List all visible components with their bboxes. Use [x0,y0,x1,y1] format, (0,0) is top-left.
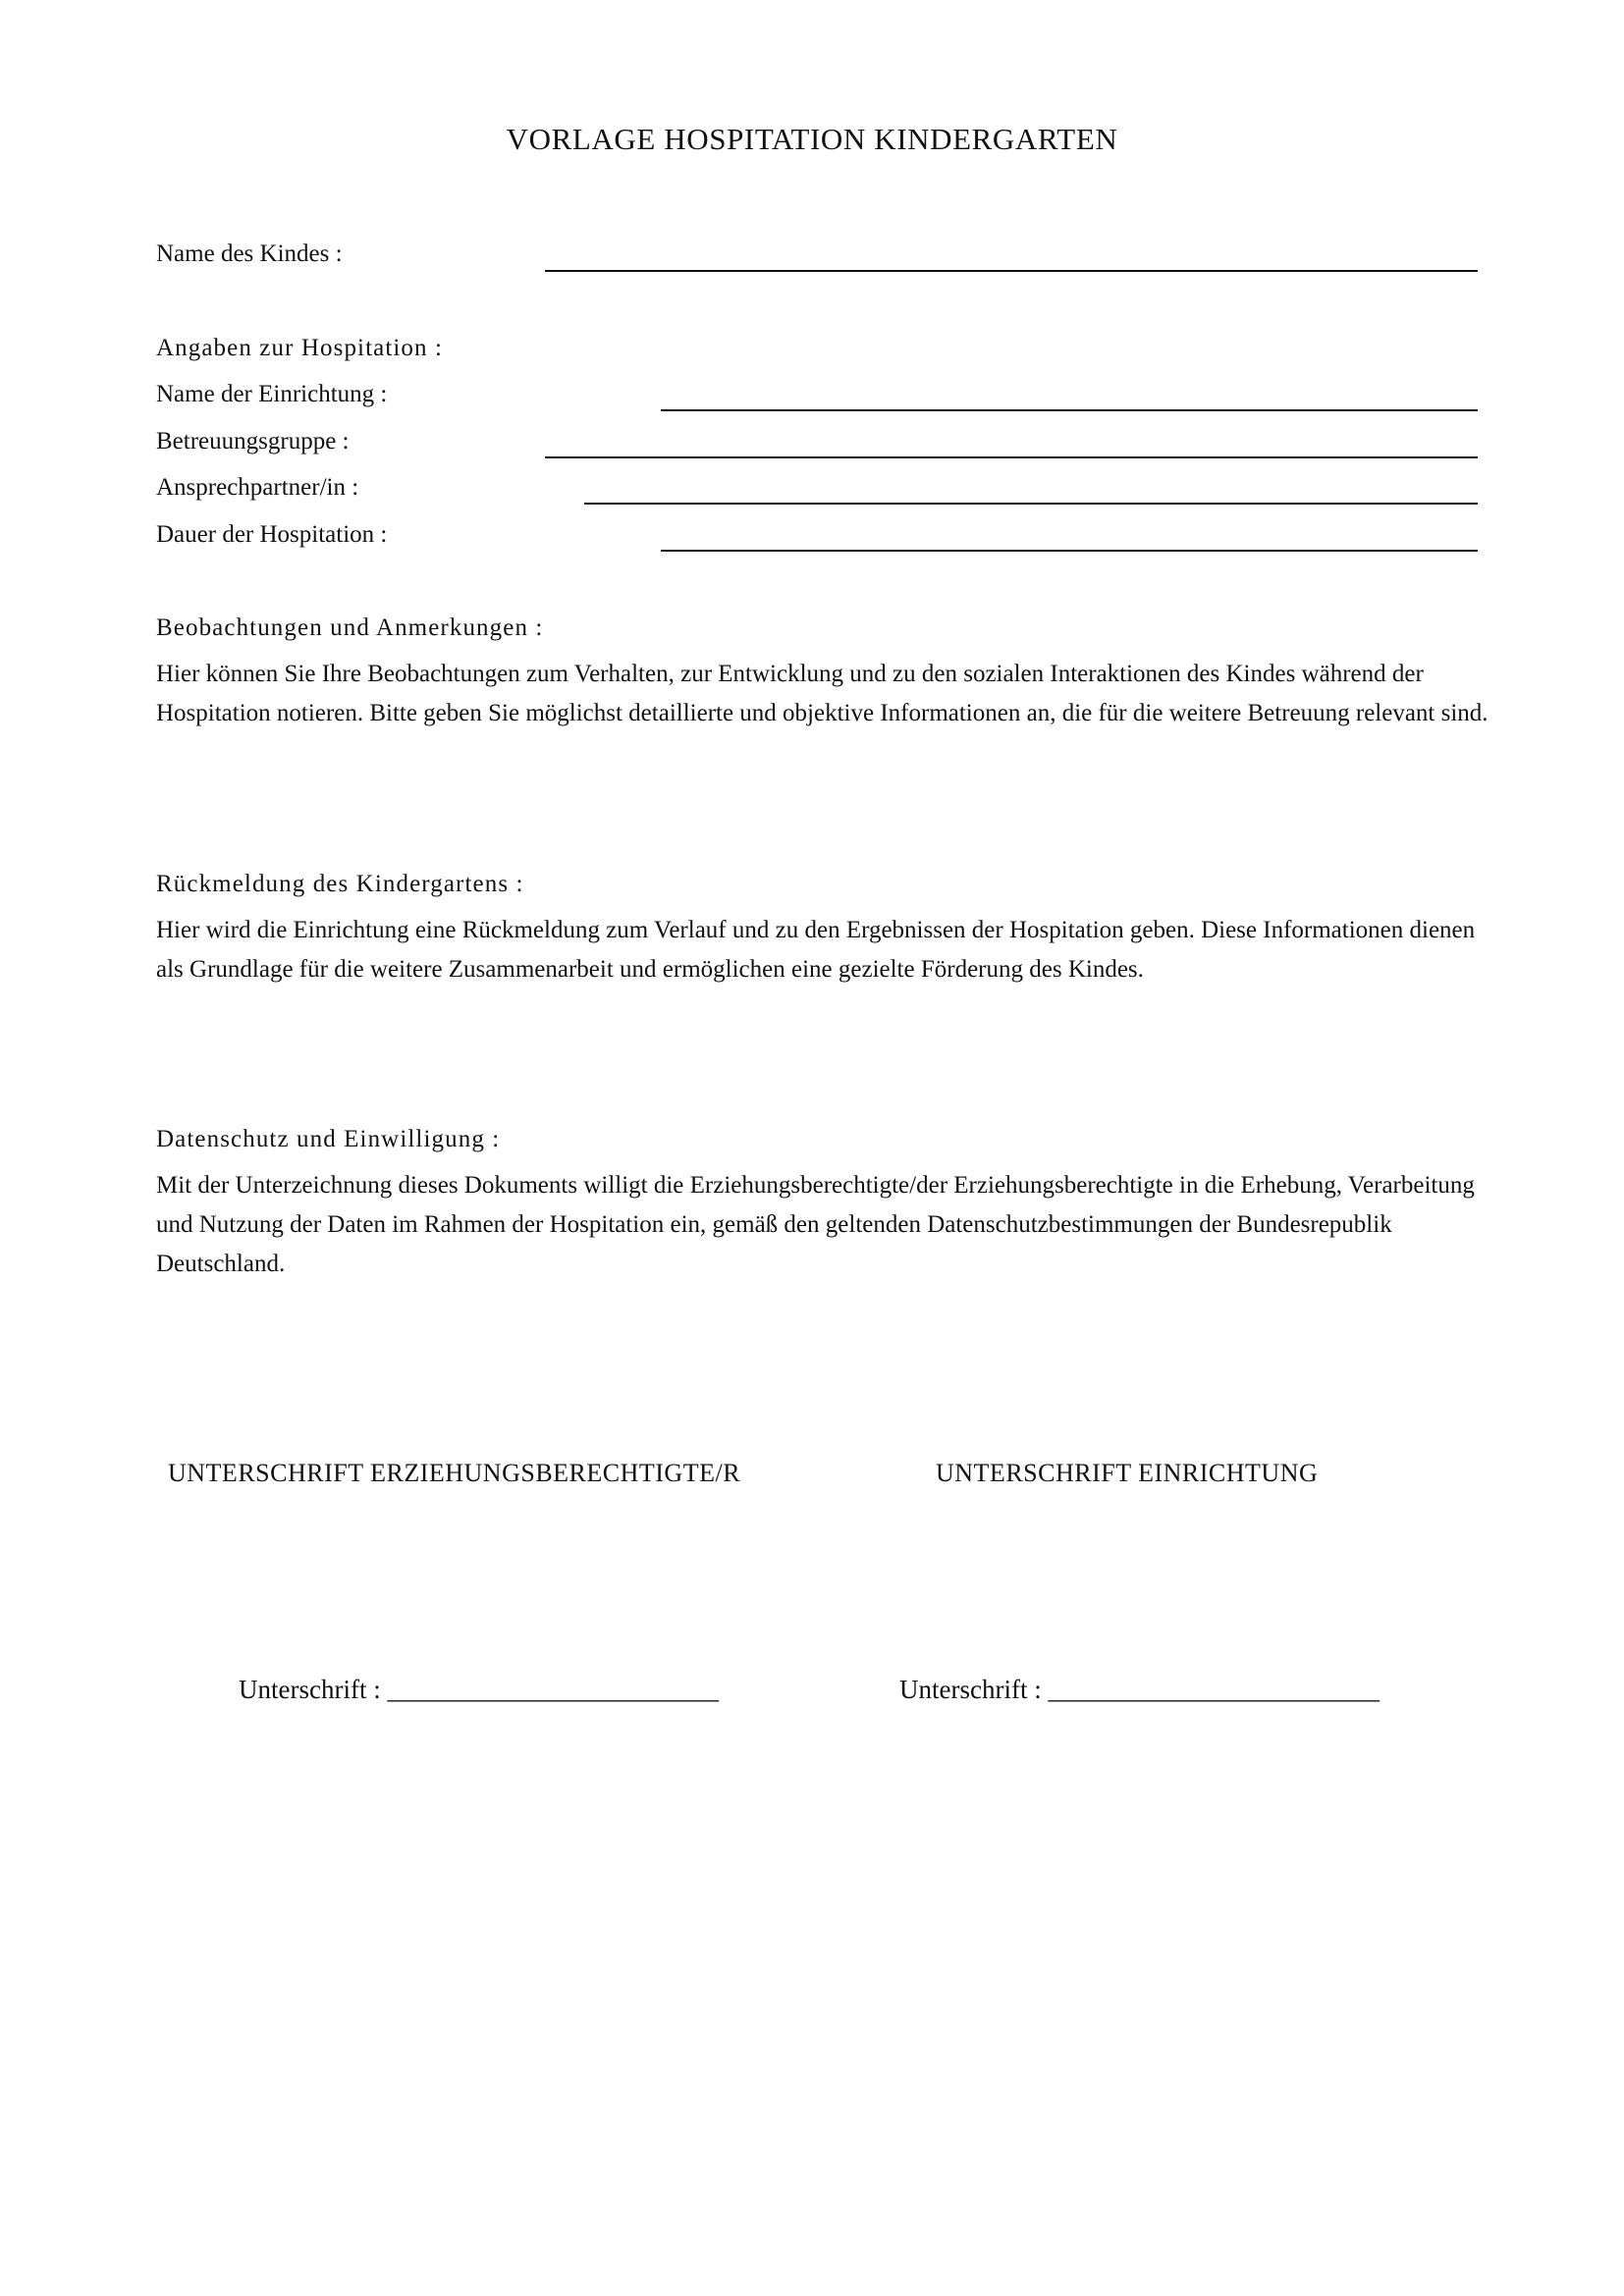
guardian-signature-line[interactable]: Unterschrift : _________________________ [239,1675,719,1704]
contact-person-field[interactable] [584,503,1478,505]
privacy-text: Mit der Unterzeichnung dieses Dokuments willigt die Erziehungsberechtigte/der Erziehungsberechtigte in die Erhebung, Verarbeitung und Nutzung der Daten im Rahmen der Hospitation ein, gemäß den geltenden Datenschutzbestimmungen der Bundesrepublik Deutschland. [156,1172,1475,1277]
privacy-heading: Datenschutz und Einwilligung : [156,1126,501,1152]
group-field[interactable] [545,456,1478,458]
group-label: Betreuungsgruppe : [156,428,350,454]
institution-name-label: Name der Einrichtung : [156,381,388,407]
hospitation-heading: Angaben zur Hospitation : [156,335,444,361]
institution-signature-line[interactable]: Unterschrift : _________________________ [899,1675,1380,1704]
child-name-label: Name des Kindes : [156,240,343,267]
duration-field[interactable] [661,550,1478,552]
feedback-text: Hier wird die Einrichtung eine Rückmeldung zum Verlauf und zu den Ergebnissen der Hospitation geben. Diese Informationen dienen als Grundlage für die weitere Zusammenarbeit und ermöglichen eine gezielte Förderung des Kindes. [156,917,1476,983]
institution-signature-heading: UNTERSCHRIFT EINRICHTUNG [936,1459,1319,1487]
duration-label: Dauer der Hospitation : [156,521,388,548]
guardian-signature-heading: UNTERSCHRIFT ERZIEHUNGSBERECHTIGTE/R [168,1459,741,1487]
observations-text: Hier können Sie Ihre Beobachtungen zum Verhalten, zur Entwicklung und zu den sozialen Interaktionen des Kindes während der Hospitation notieren. Bitte geben Sie möglichst detaillierte und objektive Informationen an, die für die weitere Betreuung relevant sind. [156,661,1489,726]
contact-person-label: Ansprechpartner/in : [156,474,359,501]
feedback-heading: Rückmeldung des Kindergartens : [156,871,524,897]
child-name-field[interactable] [545,270,1478,272]
observations-heading: Beobachtungen und Anmerkungen : [156,614,544,641]
document-title: VORLAGE HOSPITATION KINDERGARTEN [506,122,1118,156]
institution-name-field[interactable] [661,409,1478,411]
